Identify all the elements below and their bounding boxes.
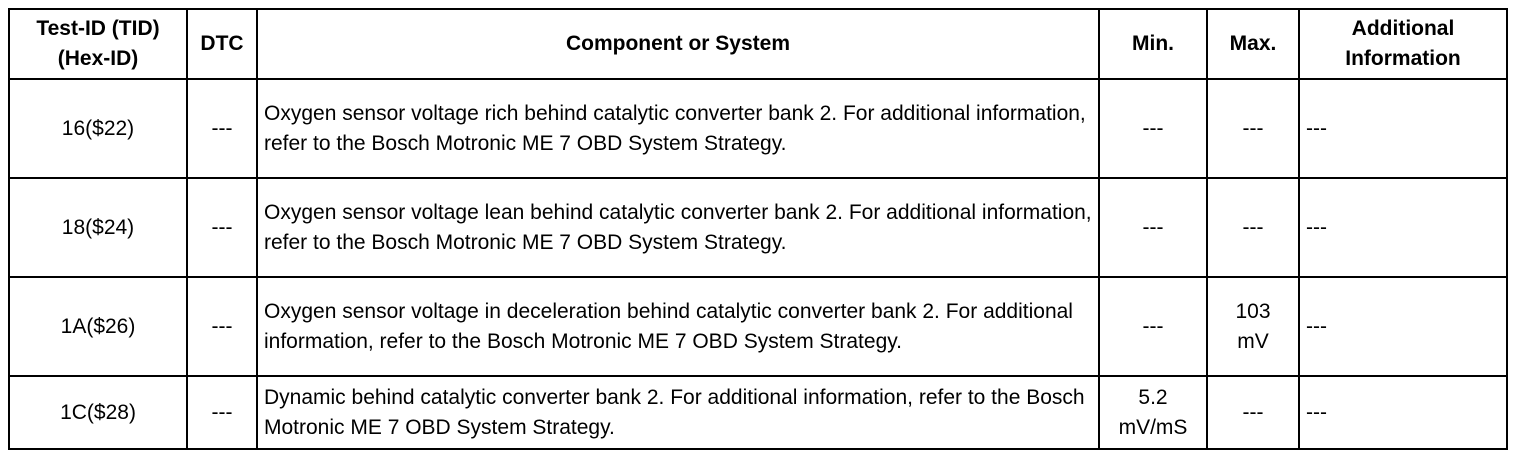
cell-dtc: --- bbox=[187, 376, 257, 449]
cell-min: --- bbox=[1099, 178, 1207, 277]
cell-component: Dynamic behind catalytic converter bank 2. For additional information, refer to the Bosch Motronic ME 7 OBD System Strategy. bbox=[257, 376, 1099, 449]
cell-additional-info: --- bbox=[1299, 79, 1507, 178]
cell-dtc: --- bbox=[187, 79, 257, 178]
table-header-row bbox=[9, 9, 1507, 79]
cell-component: Oxygen sensor voltage in deceleration behind catalytic converter bank 2. For additional information, refer to the Bosch Motronic ME 7 OBD System Strategy. bbox=[257, 277, 1099, 376]
cell-min: --- bbox=[1099, 277, 1207, 376]
header-dtc: DTC bbox=[187, 9, 257, 79]
table-row bbox=[9, 178, 1507, 277]
cell-min-unit: mV/mS bbox=[1118, 415, 1188, 439]
header-test-id-line2: (Hex-ID) bbox=[57, 47, 139, 70]
header-test-id-line1: Test-ID (TID) bbox=[36, 17, 160, 40]
cell-min: --- bbox=[1099, 79, 1207, 178]
cell-test-id: 18($24) bbox=[9, 178, 187, 277]
header-max: Max. bbox=[1207, 9, 1299, 79]
cell-min bbox=[1099, 376, 1207, 449]
header-component: Component or System bbox=[257, 9, 1099, 79]
header-additional-line2: Information bbox=[1345, 47, 1461, 70]
cell-additional-info: --- bbox=[1299, 376, 1507, 449]
cell-test-id: 16($22) bbox=[9, 79, 187, 178]
header-additional-info bbox=[1299, 9, 1507, 79]
cell-additional-info: --- bbox=[1299, 277, 1507, 376]
cell-dtc: --- bbox=[187, 277, 257, 376]
table-row bbox=[9, 277, 1507, 376]
cell-component: Oxygen sensor voltage lean behind catalytic converter bank 2. For additional information, refer to the Bosch Motronic ME 7 OBD System Strategy. bbox=[257, 178, 1099, 277]
cell-min-value: 5.2 bbox=[1138, 385, 1168, 409]
cell-additional-info: --- bbox=[1299, 178, 1507, 277]
header-min: Min. bbox=[1099, 9, 1207, 79]
table-row bbox=[9, 79, 1507, 178]
header-test-id bbox=[9, 9, 187, 79]
cell-max bbox=[1207, 277, 1299, 376]
cell-test-id: 1C($28) bbox=[9, 376, 187, 449]
cell-test-id: 1A($26) bbox=[9, 277, 187, 376]
table-row bbox=[9, 376, 1507, 449]
cell-max: --- bbox=[1207, 178, 1299, 277]
cell-max: --- bbox=[1207, 376, 1299, 449]
cell-max-unit: mV bbox=[1237, 329, 1269, 353]
header-additional-line1: Additional bbox=[1351, 17, 1455, 40]
cell-dtc: --- bbox=[187, 178, 257, 277]
obd-test-table bbox=[8, 8, 1508, 450]
cell-max-value: 103 bbox=[1235, 299, 1271, 323]
cell-max: --- bbox=[1207, 79, 1299, 178]
cell-component: Oxygen sensor voltage rich behind catalytic converter bank 2. For additional information, refer to the Bosch Motronic ME 7 OBD System Strategy. bbox=[257, 79, 1099, 178]
